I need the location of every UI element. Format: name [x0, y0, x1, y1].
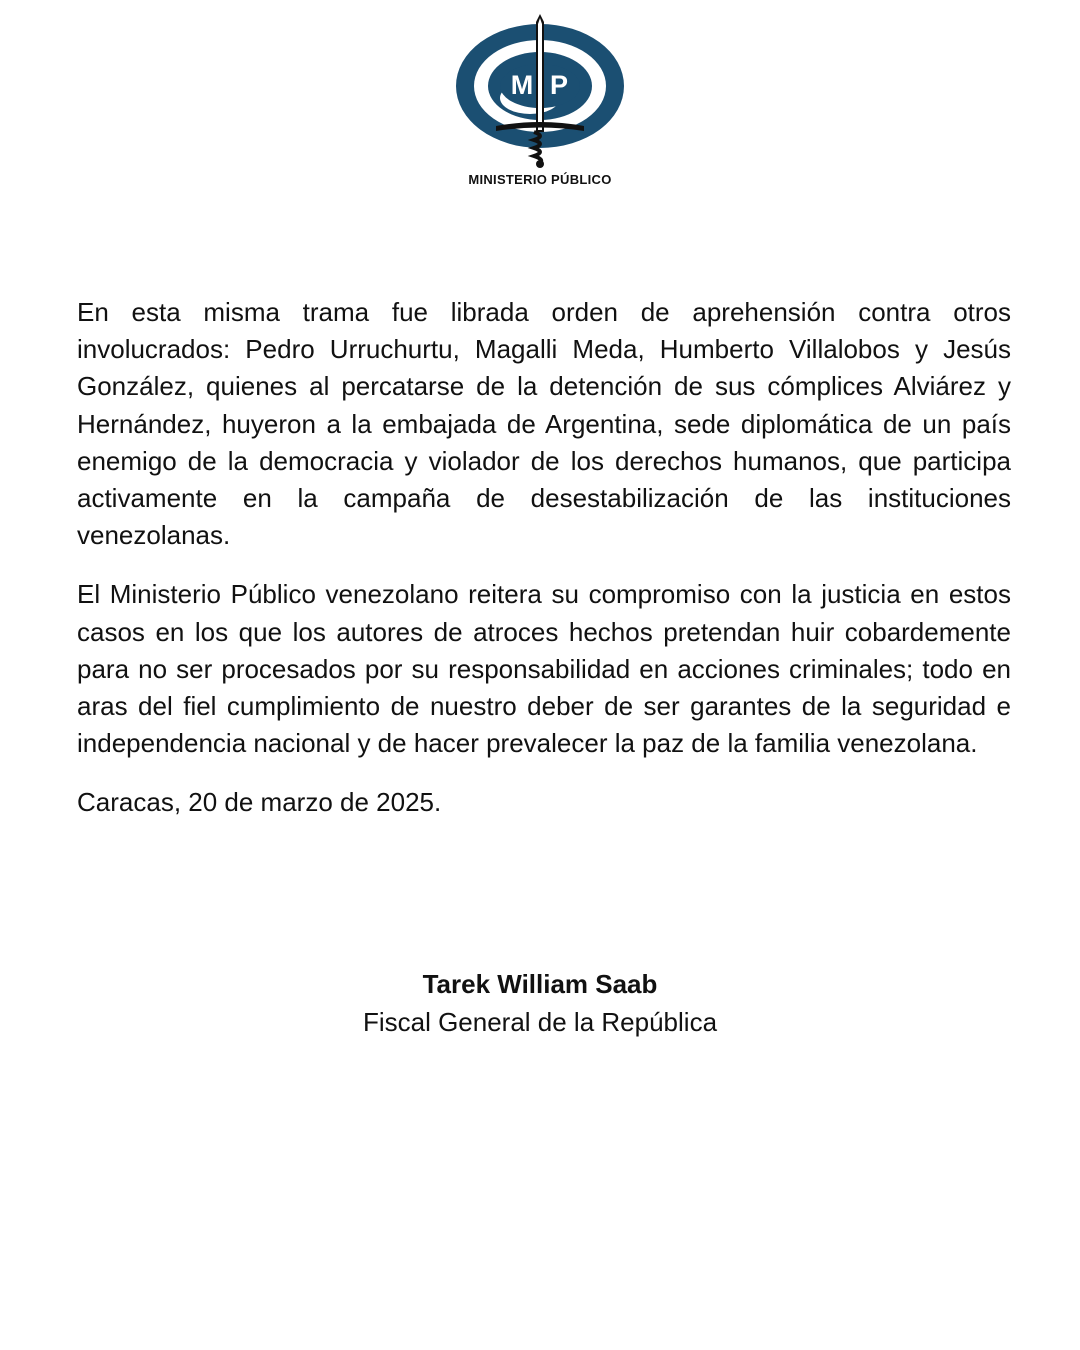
logo-letter-m: M: [510, 70, 534, 100]
logo-caption: MINISTERIO PÚBLICO: [468, 172, 612, 187]
signature-block: [0, 965, 1080, 1041]
paragraph-1: En esta misma trama fue librada orden de aprehensión contra otros involucrados: Pedro Urruchurtu, Magalli Meda, Humberto Villalobos y Jesús González, quienes al percatarse de la detención de sus cómplices Alviárez y Hernández, huyeron a la embajada de Argentina, sede diplomática de un país enemigo de la democracia y violador de los derechos humanos, que participa activamente en la campaña de desestabilización de las instituciones venezolanas.: [77, 297, 1011, 551]
signatory-title: Fiscal General de la República: [362, 1007, 718, 1037]
date-line: Caracas, 20 de marzo de 2025.: [77, 787, 442, 818]
logo-letter-p: P: [549, 70, 569, 100]
signatory-name: Tarek William Saab: [422, 969, 658, 999]
document-header: [0, 14, 1080, 187]
paragraph-2: El Ministerio Público venezolano reitera su compromiso con la justicia en estos casos en los que los autores de atroces hechos pretendan huir cobardemente para no ser procesados por su responsabilidad en acciones criminales; todo en aras del fiel cumplimiento de nuestro deber de ser garantes de la seguridad e independencia nacional y de hacer prevalecer la paz de la familia venezolana.: [77, 579, 1011, 759]
ministerio-publico-logo: [450, 14, 630, 172]
statement-body: [77, 294, 1011, 844]
